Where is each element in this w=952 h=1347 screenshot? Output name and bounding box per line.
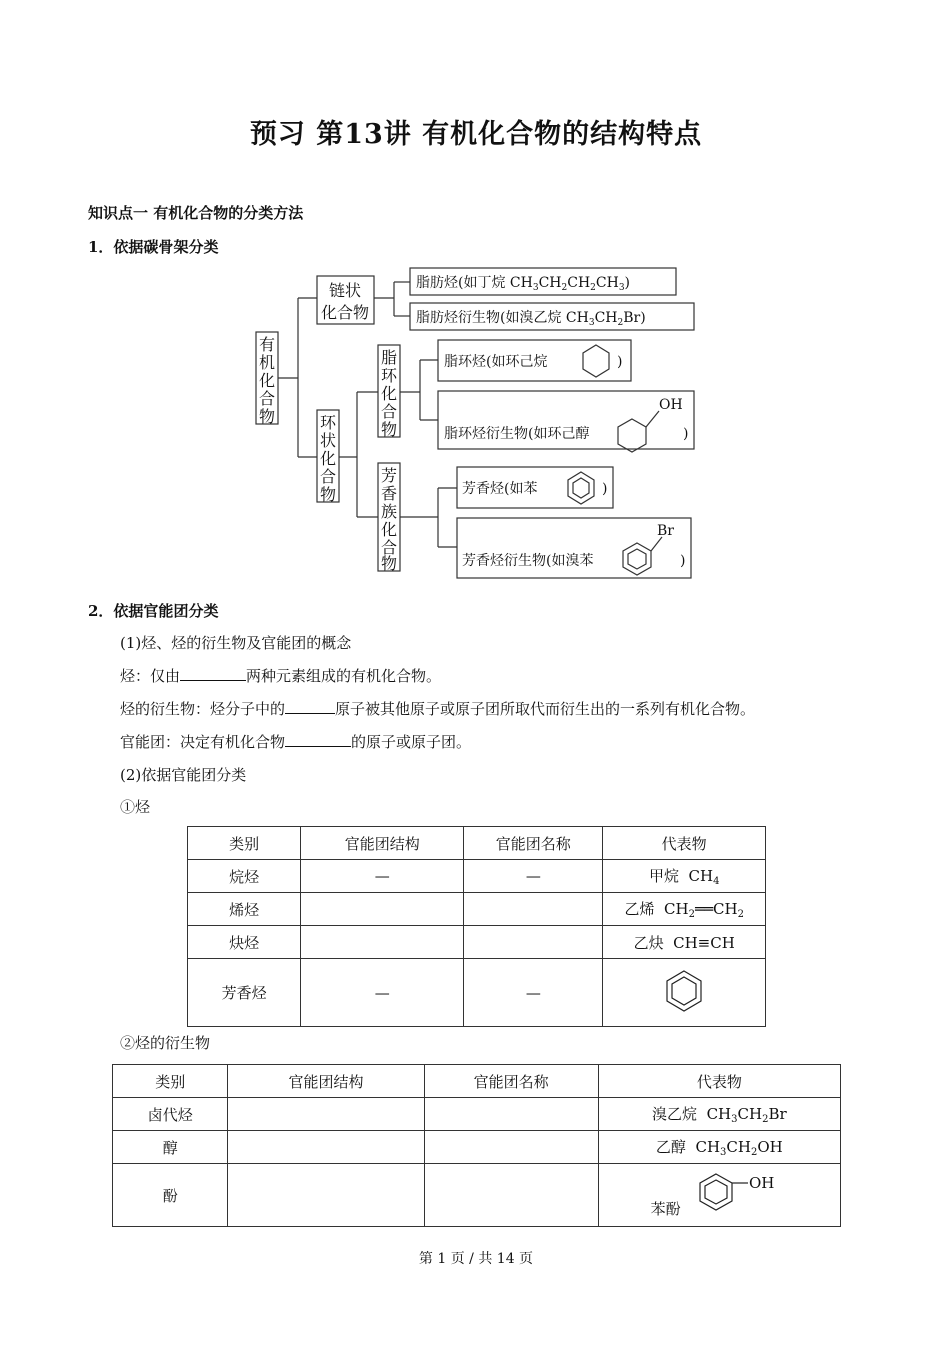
- table-row: [113, 1164, 841, 1227]
- cyclic-char: 化: [319, 449, 337, 468]
- category-cell: 烯烃: [188, 893, 301, 926]
- header-cell: 官能团结构: [228, 1065, 424, 1098]
- root-char: 有: [258, 335, 276, 354]
- fill-blank[interactable]: [285, 732, 351, 747]
- paragraph: (1)烃、烃的衍生物及官能团的概念: [120, 634, 352, 652]
- table-row: [113, 1098, 841, 1131]
- cyclohexane-icon: [583, 345, 609, 377]
- header-cell: 官能团结构: [301, 827, 464, 860]
- chain-label: 链状: [328, 281, 362, 300]
- bromobenzene-icon: [623, 543, 651, 575]
- benzene-icon: [659, 966, 709, 1016]
- name-cell: —: [464, 860, 603, 893]
- alicyclic-hc-label: 脂环烃(如环己烷: [444, 354, 548, 370]
- table-row: [188, 893, 766, 926]
- paragraph: (2)依据官能团分类: [120, 766, 247, 784]
- category-cell: 芳香烃: [188, 959, 301, 1027]
- close-paren: ): [683, 426, 689, 442]
- oh-label: OH: [748, 1174, 775, 1192]
- alicyclic-char: 物: [380, 420, 398, 439]
- alicyclic-char: 合: [380, 402, 398, 421]
- close-paren: ): [602, 481, 608, 497]
- fill-blank[interactable]: [285, 699, 335, 714]
- benzene-icon: [568, 472, 594, 504]
- cyclic-char: 物: [319, 485, 337, 504]
- structure-cell: —: [301, 860, 464, 893]
- name-cell[interactable]: [464, 893, 603, 926]
- br-label: Br: [657, 523, 674, 539]
- aromatic-char: 合: [380, 538, 398, 557]
- name-cell[interactable]: [424, 1098, 598, 1131]
- section-heading: 知识点一 有机化合物的分类方法: [88, 204, 304, 222]
- table-row: [188, 959, 766, 1027]
- derivative-table: [112, 1064, 841, 1227]
- structure-cell: —: [301, 959, 464, 1027]
- aromatic-char: 化: [380, 520, 398, 539]
- aliphatic-label: 脂肪烃(如丁烷 $CH_3CH_2CH_2CH_3$): [416, 275, 631, 293]
- representative-cell: 乙醇 $CH_3CH_2OH$: [598, 1131, 840, 1164]
- name-cell[interactable]: [424, 1131, 598, 1164]
- chain-label: 化合物: [320, 303, 370, 322]
- root-char: 化: [258, 371, 276, 390]
- alicyclic-char: 脂: [380, 348, 398, 367]
- representative-cell: 甲烷 $CH_4$: [603, 860, 766, 893]
- category-cell: 酚: [113, 1164, 228, 1227]
- subheading-carbon-skeleton: 1．依据碳骨架分类: [88, 238, 219, 256]
- phenol-icon: [694, 1168, 784, 1218]
- category-cell: 卤代烃: [113, 1098, 228, 1131]
- table-row: [188, 926, 766, 959]
- aromatic-char: 物: [380, 554, 398, 573]
- page-footer: 第 1 页 / 共 14 页: [418, 1251, 534, 1267]
- table2-caption: ②烃的衍生物: [120, 1034, 211, 1052]
- cyclohexanol-icon: [618, 419, 646, 452]
- alicyclic-char: 化: [380, 384, 398, 403]
- representative-cell: [603, 959, 766, 1027]
- aliphatic-deriv-label: 脂肪烃衍生物(如溴乙烷 $CH_3CH_2Br$): [416, 310, 646, 328]
- representative-cell: 乙烯 $CH_2══CH_2$: [603, 893, 766, 926]
- cyclic-char: 状: [319, 431, 337, 450]
- table1-caption: ①烃: [120, 798, 151, 816]
- fill-blank[interactable]: [180, 666, 246, 681]
- functional-group-definition: 官能团：决定有机化合物 的原子或原子团。: [120, 733, 472, 751]
- cyclic-char: 环: [319, 413, 337, 432]
- alicyclic-char: 环: [380, 366, 398, 385]
- category-cell: 烷烃: [188, 860, 301, 893]
- header-cell: 代表物: [598, 1065, 840, 1098]
- structure-cell[interactable]: [301, 893, 464, 926]
- root-char: 合: [258, 389, 276, 408]
- hydrocarbon-table: [187, 826, 766, 1027]
- hydrocarbon-definition: 烃：仅由 两种元素组成的有机化合物。: [120, 667, 442, 685]
- header-cell: 类别: [113, 1065, 228, 1098]
- representative-cell: 苯酚 OH: [598, 1164, 840, 1227]
- header-cell: 官能团名称: [464, 827, 603, 860]
- classification-tree: [0, 0, 952, 600]
- derivative-definition: 烃的衍生物：烃分子中的 原子被其他原子或原子团所取代而衍生出的一系列有机化合物。: [120, 700, 756, 718]
- aromatic-char: 族: [380, 502, 398, 521]
- table-row: [113, 1131, 841, 1164]
- page-title: 预习 第13讲 有机化合物的结构特点: [249, 119, 703, 150]
- aromatic-char: 香: [380, 484, 398, 503]
- oh-label: OH: [659, 397, 683, 413]
- root-char: 物: [258, 407, 276, 426]
- structure-cell[interactable]: [228, 1098, 424, 1131]
- close-paren: ): [617, 354, 623, 370]
- alicyclic-deriv-label: 脂环烃衍生物(如环己醇: [444, 426, 590, 442]
- header-cell: 官能团名称: [424, 1065, 598, 1098]
- header-cell: 类别: [188, 827, 301, 860]
- aromatic-char: 芳: [380, 466, 398, 485]
- structure-cell[interactable]: [228, 1131, 424, 1164]
- table-row: [188, 860, 766, 893]
- category-cell: 炔烃: [188, 926, 301, 959]
- name-cell[interactable]: [464, 926, 603, 959]
- close-paren: ): [680, 553, 686, 569]
- root-char: 机: [258, 353, 276, 372]
- category-cell: 醇: [113, 1131, 228, 1164]
- subheading-functional-group: 2．依据官能团分类: [88, 602, 219, 620]
- header-cell: 代表物: [603, 827, 766, 860]
- representative-cell: 溴乙烷 $CH_3CH_2Br$: [598, 1098, 840, 1131]
- cyclic-char: 合: [319, 467, 337, 486]
- table-header-row: [113, 1065, 841, 1098]
- aromatic-deriv-box: [457, 518, 691, 578]
- structure-cell[interactable]: [228, 1164, 424, 1227]
- name-cell: —: [464, 959, 603, 1027]
- name-cell[interactable]: [424, 1164, 598, 1227]
- table-header-row: [188, 827, 766, 860]
- aromatic-deriv-label: 芳香烃衍生物(如溴苯: [462, 553, 594, 569]
- aromatic-hc-label: 芳香烃(如苯: [462, 481, 538, 497]
- structure-cell[interactable]: [301, 926, 464, 959]
- representative-cell: 乙炔 CH≡CH: [603, 926, 766, 959]
